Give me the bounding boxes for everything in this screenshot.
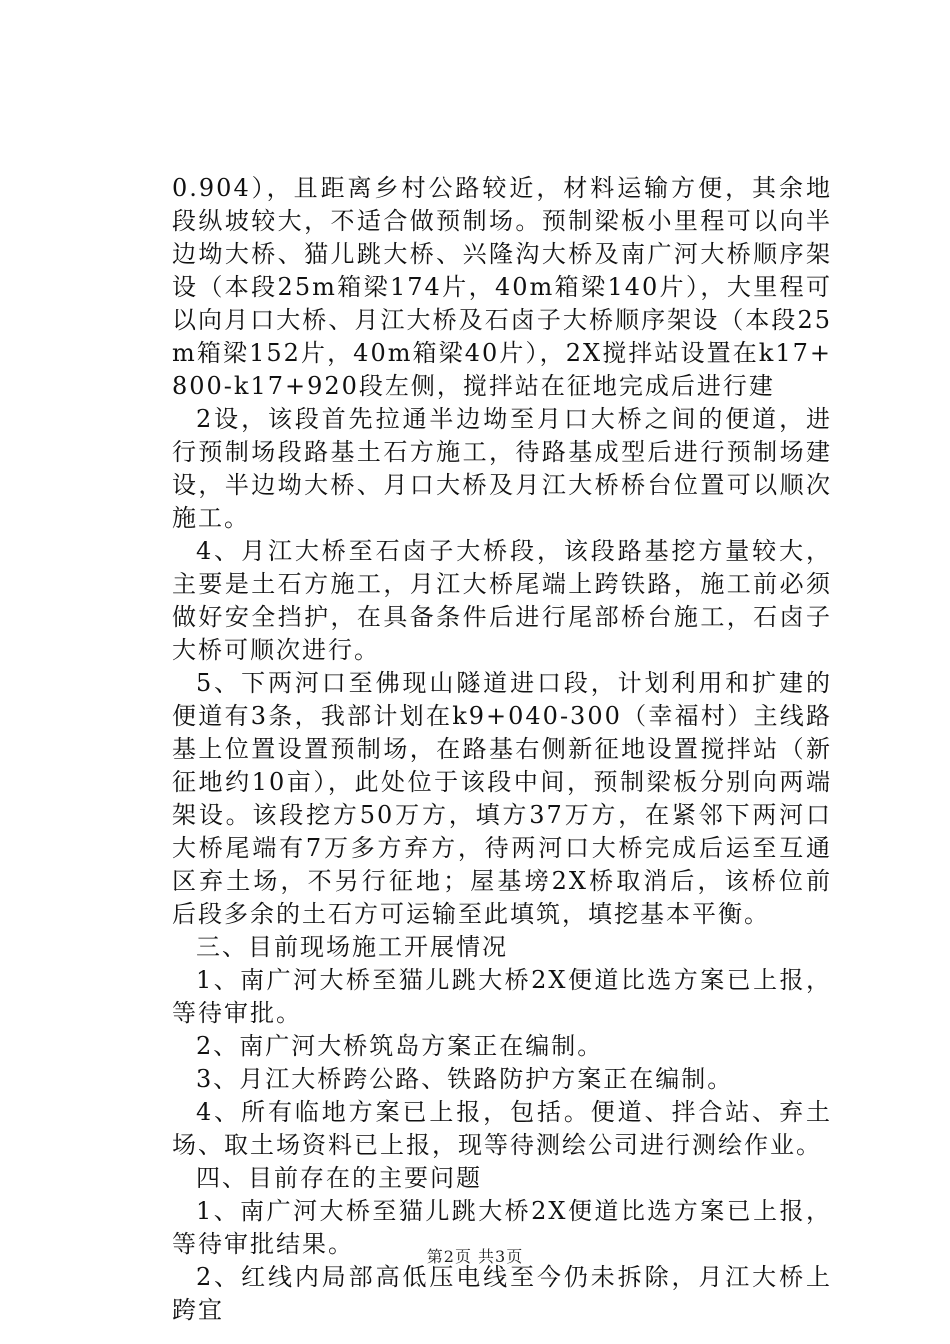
paragraph-8: 3、月江大桥跨公路、铁路防护方案正在编制。	[196, 1065, 734, 1093]
paragraph-1: 0.904），且距离乡村公路较近，材料运输方便，其余地段纵坡较大，不适合做预制场。预制梁板小里程可以向半边坳大桥、猫儿跳大桥、兴隆沟大桥及南广河大桥顺序架设（本段25m箱梁174片，40m箱梁140片），大里程可以向月口大桥、月江大桥及石卤子大桥顺序架设（本段25m箱梁152片，40m箱梁40片），2X搅拌站设置在k17+800-k17+920段左侧，搅拌站在征地完成后进行建	[172, 174, 832, 400]
section-heading-3: 三、目前现场施工开展情况	[196, 933, 508, 961]
paragraph-9: 4、所有临地方案已上报，包括。便道、拌合站、弃土场、取土场资料已上报，现等待测绘公司进行测绘作业。	[172, 1098, 832, 1159]
paragraph-4: 5、下两河口至佛现山隧道进口段，计划利用和扩建的便道有3条，我部计划在k9+040-300（幸福村）主线路基上位置设置预制场，在路基右侧新征地设置搅拌站（新征地约10亩），此处位于该段中间，预制梁板分别向两端架设。该段挖方50万方，填方37万方，在紧邻下两河口大桥尾端有7万多方弃方，待两河口大桥完成后运至互通区弃土场，不另行征地；屋基塝2X桥取消后，该桥位前后段多余的土石方可运输至此填筑，填挖基本平衡。	[172, 669, 832, 928]
paragraph-2	[172, 403, 832, 535]
paragraph-3: 4、月江大桥至石卤子大桥段，该段路基挖方量较大，主要是土石方施工，月江大桥尾端上跨铁路，施工前必须做好安全挡护，在具备条件后进行尾部桥台施工，石卤子大桥可顺次进行。	[172, 537, 832, 664]
document-body	[172, 172, 832, 1327]
page-footer: 第2页 共3页	[426, 1247, 524, 1266]
paragraph-7: 2、南广河大桥筑岛方案正在编制。	[196, 1032, 604, 1060]
paragraph-2-text: 2设，该段首先拉通半边坳至月口大桥之间的便道，进行预制场段路基土石方施工，待路基成型后进行预制场建设，半边坳大桥、月口大桥及月江大桥桥台位置可以顺次施工。	[172, 405, 832, 532]
section-heading-4: 四、目前存在的主要问题	[196, 1164, 482, 1192]
paragraph-12: 2、红线内局部高低压电线至今仍未拆除，月江大桥上跨宜	[172, 1263, 832, 1324]
paragraph-6: 1、南广河大桥至猫儿跳大桥2X便道比选方案已上报，等待审批。	[172, 966, 832, 1027]
paragraph-11: 1、南广河大桥至猫儿跳大桥2X便道比选方案已上报，等待审批结果。	[172, 1197, 832, 1258]
